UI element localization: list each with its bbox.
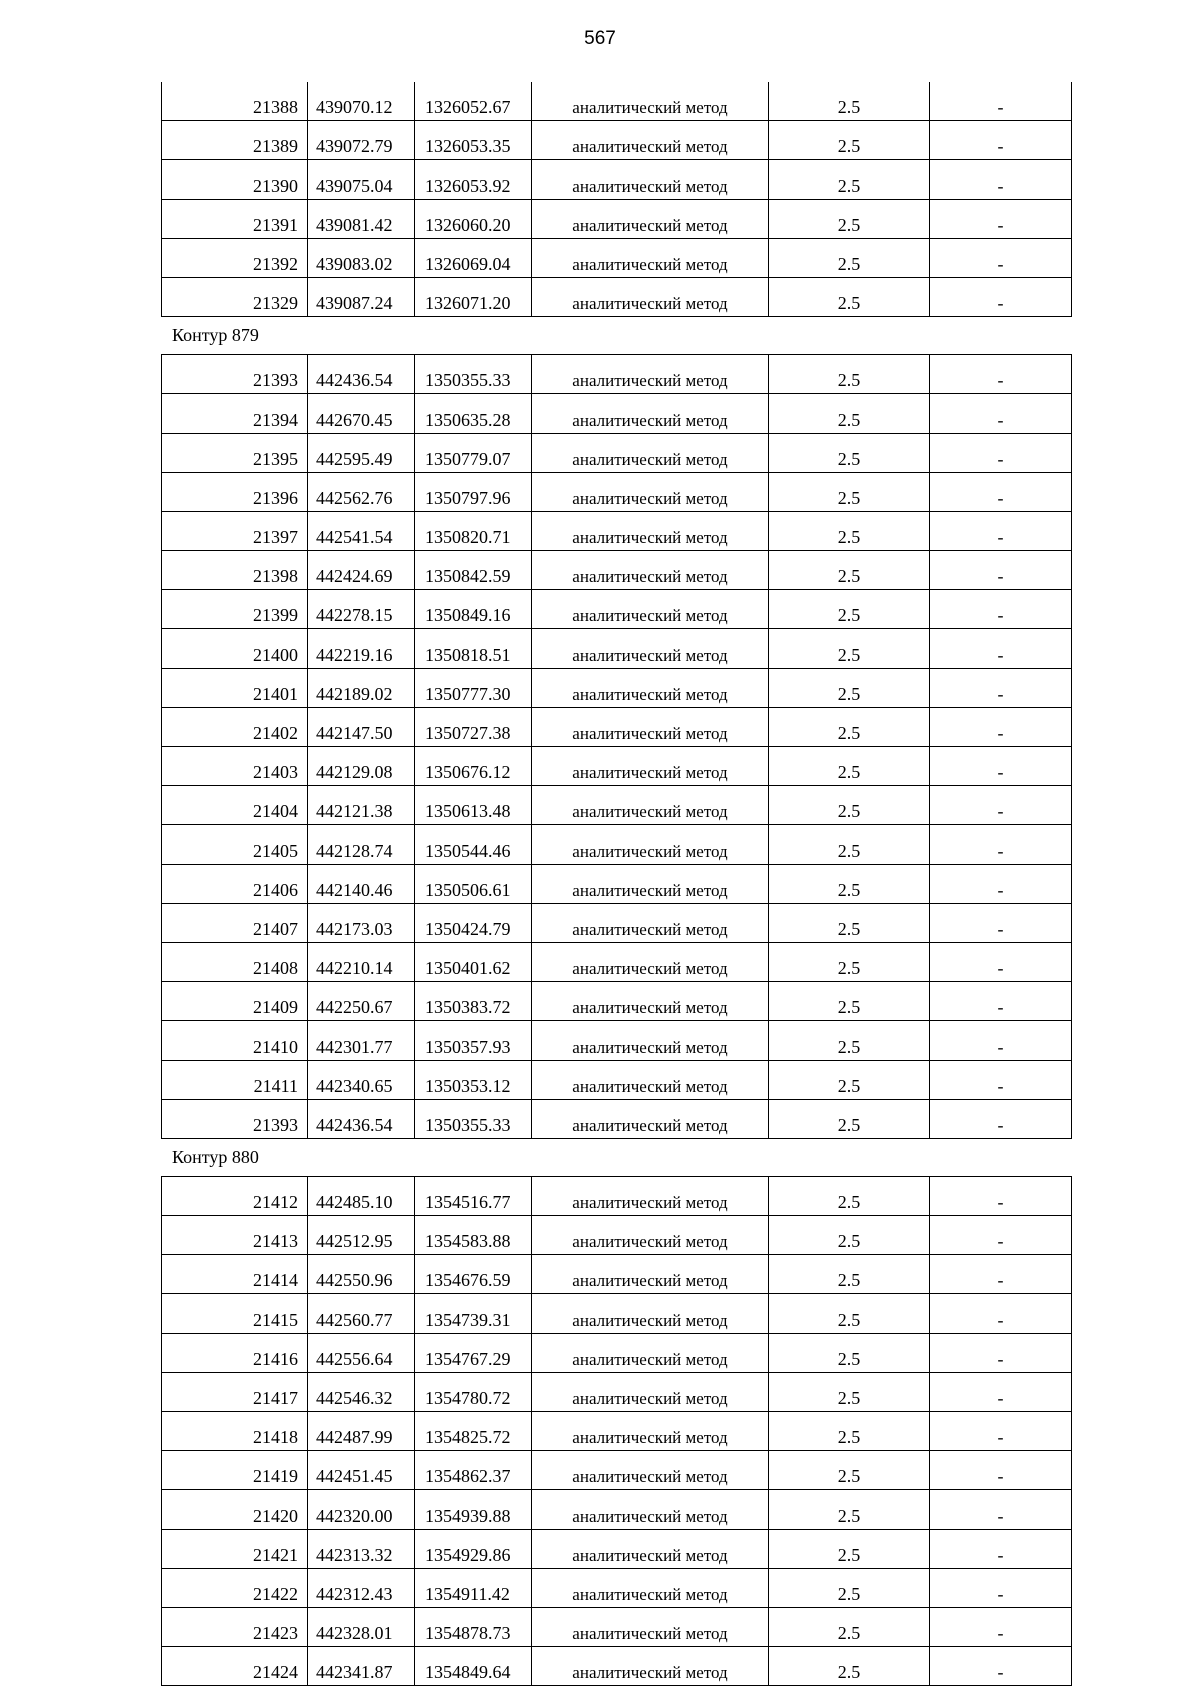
x-coordinate: 442562.76	[308, 472, 415, 511]
x-coordinate: 439075.04	[308, 160, 415, 199]
y-coordinate: 1354862.37	[415, 1451, 532, 1490]
point-number: 21400	[162, 629, 308, 668]
table-row	[162, 707, 1072, 746]
x-coordinate: 442546.32	[308, 1372, 415, 1411]
description: -	[930, 1294, 1072, 1333]
y-coordinate: 1350820.71	[415, 511, 532, 550]
method: аналитический метод	[532, 747, 769, 786]
table-row	[162, 1255, 1072, 1294]
accuracy: 2.5	[769, 121, 930, 160]
accuracy: 2.5	[769, 1099, 930, 1138]
point-number: 21419	[162, 1451, 308, 1490]
x-coordinate: 442250.67	[308, 982, 415, 1021]
table-row	[162, 551, 1072, 590]
point-number: 21413	[162, 1216, 308, 1255]
y-coordinate: 1350777.30	[415, 668, 532, 707]
method: аналитический метод	[532, 1060, 769, 1099]
x-coordinate: 442121.38	[308, 786, 415, 825]
accuracy: 2.5	[769, 1607, 930, 1646]
table-row	[162, 1333, 1072, 1372]
x-coordinate: 442485.10	[308, 1176, 415, 1215]
y-coordinate: 1326053.92	[415, 160, 532, 199]
accuracy: 2.5	[769, 1647, 930, 1686]
point-number: 21389	[162, 121, 308, 160]
point-number: 21415	[162, 1294, 308, 1333]
y-coordinate: 1350676.12	[415, 747, 532, 786]
table-row	[162, 942, 1072, 981]
accuracy: 2.5	[769, 82, 930, 121]
y-coordinate: 1326060.20	[415, 199, 532, 238]
point-number: 21418	[162, 1412, 308, 1451]
point-number: 21412	[162, 1176, 308, 1215]
coordinates-document	[161, 82, 1071, 1686]
x-coordinate: 442556.64	[308, 1333, 415, 1372]
table-row	[162, 199, 1072, 238]
description: -	[930, 1176, 1072, 1215]
x-coordinate: 442210.14	[308, 942, 415, 981]
description: -	[930, 160, 1072, 199]
description: -	[930, 1372, 1072, 1411]
description: -	[930, 590, 1072, 629]
y-coordinate: 1354929.86	[415, 1529, 532, 1568]
y-coordinate: 1350506.61	[415, 864, 532, 903]
x-coordinate: 442189.02	[308, 668, 415, 707]
y-coordinate: 1326071.20	[415, 277, 532, 316]
point-number: 21406	[162, 864, 308, 903]
method: аналитический метод	[532, 238, 769, 277]
table-row	[162, 629, 1072, 668]
point-number: 21394	[162, 394, 308, 433]
y-coordinate: 1350727.38	[415, 707, 532, 746]
description: -	[930, 825, 1072, 864]
method: аналитический метод	[532, 160, 769, 199]
description: -	[930, 121, 1072, 160]
description: -	[930, 1255, 1072, 1294]
accuracy: 2.5	[769, 982, 930, 1021]
description: -	[930, 394, 1072, 433]
point-number: 21398	[162, 551, 308, 590]
point-number: 21392	[162, 238, 308, 277]
x-coordinate: 439070.12	[308, 82, 415, 121]
point-number: 21395	[162, 433, 308, 472]
method: аналитический метод	[532, 1255, 769, 1294]
x-coordinate: 439081.42	[308, 199, 415, 238]
contour-title-880: Контур 880	[172, 1146, 259, 1167]
description: -	[930, 942, 1072, 981]
description: -	[930, 277, 1072, 316]
accuracy: 2.5	[769, 864, 930, 903]
x-coordinate: 442341.87	[308, 1647, 415, 1686]
description: -	[930, 472, 1072, 511]
accuracy: 2.5	[769, 394, 930, 433]
y-coordinate: 1354939.88	[415, 1490, 532, 1529]
x-coordinate: 442140.46	[308, 864, 415, 903]
point-number: 21407	[162, 903, 308, 942]
accuracy: 2.5	[769, 433, 930, 472]
table-row	[162, 82, 1072, 121]
table-row	[162, 160, 1072, 199]
x-coordinate: 442550.96	[308, 1255, 415, 1294]
method: аналитический метод	[532, 707, 769, 746]
y-coordinate: 1354849.64	[415, 1647, 532, 1686]
point-number: 21416	[162, 1333, 308, 1372]
x-coordinate: 442312.43	[308, 1568, 415, 1607]
description: -	[930, 629, 1072, 668]
method: аналитический метод	[532, 355, 769, 394]
description: -	[930, 433, 1072, 472]
method: аналитический метод	[532, 1176, 769, 1215]
description: -	[930, 982, 1072, 1021]
y-coordinate: 1354911.42	[415, 1568, 532, 1607]
description: -	[930, 747, 1072, 786]
table-row	[162, 1490, 1072, 1529]
x-coordinate: 442340.65	[308, 1060, 415, 1099]
accuracy: 2.5	[769, 1021, 930, 1060]
method: аналитический метод	[532, 825, 769, 864]
table-row	[162, 903, 1072, 942]
description: -	[930, 903, 1072, 942]
method: аналитический метод	[532, 942, 769, 981]
x-coordinate: 442313.32	[308, 1529, 415, 1568]
method: аналитический метод	[532, 394, 769, 433]
table-row	[162, 747, 1072, 786]
point-number: 21388	[162, 82, 308, 121]
method: аналитический метод	[532, 433, 769, 472]
y-coordinate: 1326053.35	[415, 121, 532, 160]
accuracy: 2.5	[769, 472, 930, 511]
x-coordinate: 442451.45	[308, 1451, 415, 1490]
table-row	[162, 1294, 1072, 1333]
y-coordinate: 1350842.59	[415, 551, 532, 590]
description: -	[930, 1451, 1072, 1490]
y-coordinate: 1350355.33	[415, 355, 532, 394]
y-coordinate: 1354825.72	[415, 1412, 532, 1451]
y-coordinate: 1326069.04	[415, 238, 532, 277]
accuracy: 2.5	[769, 1372, 930, 1411]
y-coordinate: 1350401.62	[415, 942, 532, 981]
description: -	[930, 1021, 1072, 1060]
y-coordinate: 1350613.48	[415, 786, 532, 825]
table-row	[162, 1021, 1072, 1060]
point-number: 21410	[162, 1021, 308, 1060]
accuracy: 2.5	[769, 1216, 930, 1255]
accuracy: 2.5	[769, 511, 930, 550]
method: аналитический метод	[532, 590, 769, 629]
method: аналитический метод	[532, 121, 769, 160]
accuracy: 2.5	[769, 942, 930, 981]
description: -	[930, 1060, 1072, 1099]
x-coordinate: 442424.69	[308, 551, 415, 590]
table-row	[162, 121, 1072, 160]
method: аналитический метод	[532, 82, 769, 121]
table-row	[162, 1647, 1072, 1686]
description: -	[930, 238, 1072, 277]
method: аналитический метод	[532, 472, 769, 511]
table-row	[162, 433, 1072, 472]
accuracy: 2.5	[769, 707, 930, 746]
method: аналитический метод	[532, 1216, 769, 1255]
y-coordinate: 1350635.28	[415, 394, 532, 433]
y-coordinate: 1350355.33	[415, 1099, 532, 1138]
table-row	[162, 472, 1072, 511]
y-coordinate: 1350797.96	[415, 472, 532, 511]
coordinates-table-contour-880	[161, 1176, 1072, 1686]
point-number: 21414	[162, 1255, 308, 1294]
x-coordinate: 439087.24	[308, 277, 415, 316]
method: аналитический метод	[532, 277, 769, 316]
description: -	[930, 355, 1072, 394]
table-row	[162, 864, 1072, 903]
table-row	[162, 1060, 1072, 1099]
x-coordinate: 442320.00	[308, 1490, 415, 1529]
y-coordinate: 1350424.79	[415, 903, 532, 942]
y-coordinate: 1354767.29	[415, 1333, 532, 1372]
x-coordinate: 442278.15	[308, 590, 415, 629]
method: аналитический метод	[532, 1412, 769, 1451]
coordinates-table-contour-879	[161, 354, 1072, 1139]
table-row	[162, 238, 1072, 277]
table-row	[162, 1529, 1072, 1568]
accuracy: 2.5	[769, 551, 930, 590]
table-row	[162, 1412, 1072, 1451]
point-number: 21421	[162, 1529, 308, 1568]
description: -	[930, 864, 1072, 903]
y-coordinate: 1354676.59	[415, 1255, 532, 1294]
method: аналитический метод	[532, 982, 769, 1021]
x-coordinate: 442129.08	[308, 747, 415, 786]
y-coordinate: 1354516.77	[415, 1176, 532, 1215]
point-number: 21409	[162, 982, 308, 1021]
description: -	[930, 707, 1072, 746]
method: аналитический метод	[532, 1490, 769, 1529]
method: аналитический метод	[532, 1529, 769, 1568]
description: -	[930, 786, 1072, 825]
table-row	[162, 1607, 1072, 1646]
table-row	[162, 786, 1072, 825]
accuracy: 2.5	[769, 1490, 930, 1529]
description: -	[930, 1412, 1072, 1451]
x-coordinate: 442436.54	[308, 355, 415, 394]
y-coordinate: 1350353.12	[415, 1060, 532, 1099]
accuracy: 2.5	[769, 825, 930, 864]
point-number: 21423	[162, 1607, 308, 1646]
table-row	[162, 1372, 1072, 1411]
point-number: 21403	[162, 747, 308, 786]
accuracy: 2.5	[769, 277, 930, 316]
method: аналитический метод	[532, 511, 769, 550]
x-coordinate: 442173.03	[308, 903, 415, 942]
description: -	[930, 1333, 1072, 1372]
method: аналитический метод	[532, 1099, 769, 1138]
description: -	[930, 82, 1072, 121]
accuracy: 2.5	[769, 160, 930, 199]
method: аналитический метод	[532, 1372, 769, 1411]
y-coordinate: 1354878.73	[415, 1607, 532, 1646]
method: аналитический метод	[532, 786, 769, 825]
table-row	[162, 1216, 1072, 1255]
method: аналитический метод	[532, 1021, 769, 1060]
table-row	[162, 394, 1072, 433]
point-number: 21417	[162, 1372, 308, 1411]
x-coordinate: 442512.95	[308, 1216, 415, 1255]
point-number: 21390	[162, 160, 308, 199]
accuracy: 2.5	[769, 629, 930, 668]
page-number: 567	[584, 28, 616, 49]
x-coordinate: 442128.74	[308, 825, 415, 864]
description: -	[930, 551, 1072, 590]
point-number: 21402	[162, 707, 308, 746]
x-coordinate: 439083.02	[308, 238, 415, 277]
x-coordinate: 442670.45	[308, 394, 415, 433]
point-number: 21397	[162, 511, 308, 550]
method: аналитический метод	[532, 1333, 769, 1372]
description: -	[930, 1529, 1072, 1568]
point-number: 21420	[162, 1490, 308, 1529]
point-number: 21405	[162, 825, 308, 864]
method: аналитический метод	[532, 1607, 769, 1646]
x-coordinate: 442328.01	[308, 1607, 415, 1646]
coordinates-table-continued	[161, 82, 1072, 317]
method: аналитический метод	[532, 199, 769, 238]
point-number: 21422	[162, 1568, 308, 1607]
accuracy: 2.5	[769, 1060, 930, 1099]
accuracy: 2.5	[769, 1176, 930, 1215]
table-row	[162, 590, 1072, 629]
accuracy: 2.5	[769, 786, 930, 825]
table-row	[162, 277, 1072, 316]
method: аналитический метод	[532, 668, 769, 707]
table-row	[162, 511, 1072, 550]
table-row	[162, 825, 1072, 864]
accuracy: 2.5	[769, 1451, 930, 1490]
method: аналитический метод	[532, 1451, 769, 1490]
point-number: 21393	[162, 1099, 308, 1138]
y-coordinate: 1350779.07	[415, 433, 532, 472]
method: аналитический метод	[532, 903, 769, 942]
description: -	[930, 1490, 1072, 1529]
x-coordinate: 442147.50	[308, 707, 415, 746]
table-row	[162, 1176, 1072, 1215]
method: аналитический метод	[532, 864, 769, 903]
description: -	[930, 1647, 1072, 1686]
point-number: 21399	[162, 590, 308, 629]
x-coordinate: 442541.54	[308, 511, 415, 550]
accuracy: 2.5	[769, 1294, 930, 1333]
description: -	[930, 511, 1072, 550]
y-coordinate: 1354739.31	[415, 1294, 532, 1333]
x-coordinate: 442487.99	[308, 1412, 415, 1451]
method: аналитический метод	[532, 1568, 769, 1607]
x-coordinate: 442560.77	[308, 1294, 415, 1333]
y-coordinate: 1350849.16	[415, 590, 532, 629]
point-number: 21411	[162, 1060, 308, 1099]
table-row	[162, 1568, 1072, 1607]
point-number: 21408	[162, 942, 308, 981]
table-row	[162, 1099, 1072, 1138]
description: -	[930, 1607, 1072, 1646]
table-row	[162, 982, 1072, 1021]
y-coordinate: 1354780.72	[415, 1372, 532, 1411]
accuracy: 2.5	[769, 747, 930, 786]
x-coordinate: 442301.77	[308, 1021, 415, 1060]
accuracy: 2.5	[769, 1529, 930, 1568]
accuracy: 2.5	[769, 355, 930, 394]
method: аналитический метод	[532, 551, 769, 590]
point-number: 21329	[162, 277, 308, 316]
y-coordinate: 1350544.46	[415, 825, 532, 864]
accuracy: 2.5	[769, 1412, 930, 1451]
x-coordinate: 442595.49	[308, 433, 415, 472]
description: -	[930, 199, 1072, 238]
y-coordinate: 1326052.67	[415, 82, 532, 121]
accuracy: 2.5	[769, 199, 930, 238]
method: аналитический метод	[532, 629, 769, 668]
x-coordinate: 439072.79	[308, 121, 415, 160]
point-number: 21393	[162, 355, 308, 394]
contour-title-879: Контур 879	[172, 325, 259, 346]
table-row	[162, 668, 1072, 707]
accuracy: 2.5	[769, 1333, 930, 1372]
accuracy: 2.5	[769, 1255, 930, 1294]
y-coordinate: 1350357.93	[415, 1021, 532, 1060]
y-coordinate: 1350818.51	[415, 629, 532, 668]
point-number: 21396	[162, 472, 308, 511]
y-coordinate: 1350383.72	[415, 982, 532, 1021]
accuracy: 2.5	[769, 1568, 930, 1607]
table-row	[162, 1451, 1072, 1490]
description: -	[930, 1099, 1072, 1138]
accuracy: 2.5	[769, 590, 930, 629]
method: аналитический метод	[532, 1294, 769, 1333]
point-number: 21424	[162, 1647, 308, 1686]
accuracy: 2.5	[769, 668, 930, 707]
x-coordinate: 442219.16	[308, 629, 415, 668]
point-number: 21391	[162, 199, 308, 238]
accuracy: 2.5	[769, 238, 930, 277]
description: -	[930, 1568, 1072, 1607]
method: аналитический метод	[532, 1647, 769, 1686]
x-coordinate: 442436.54	[308, 1099, 415, 1138]
y-coordinate: 1354583.88	[415, 1216, 532, 1255]
description: -	[930, 1216, 1072, 1255]
point-number: 21401	[162, 668, 308, 707]
accuracy: 2.5	[769, 903, 930, 942]
point-number: 21404	[162, 786, 308, 825]
description: -	[930, 668, 1072, 707]
table-row	[162, 355, 1072, 394]
